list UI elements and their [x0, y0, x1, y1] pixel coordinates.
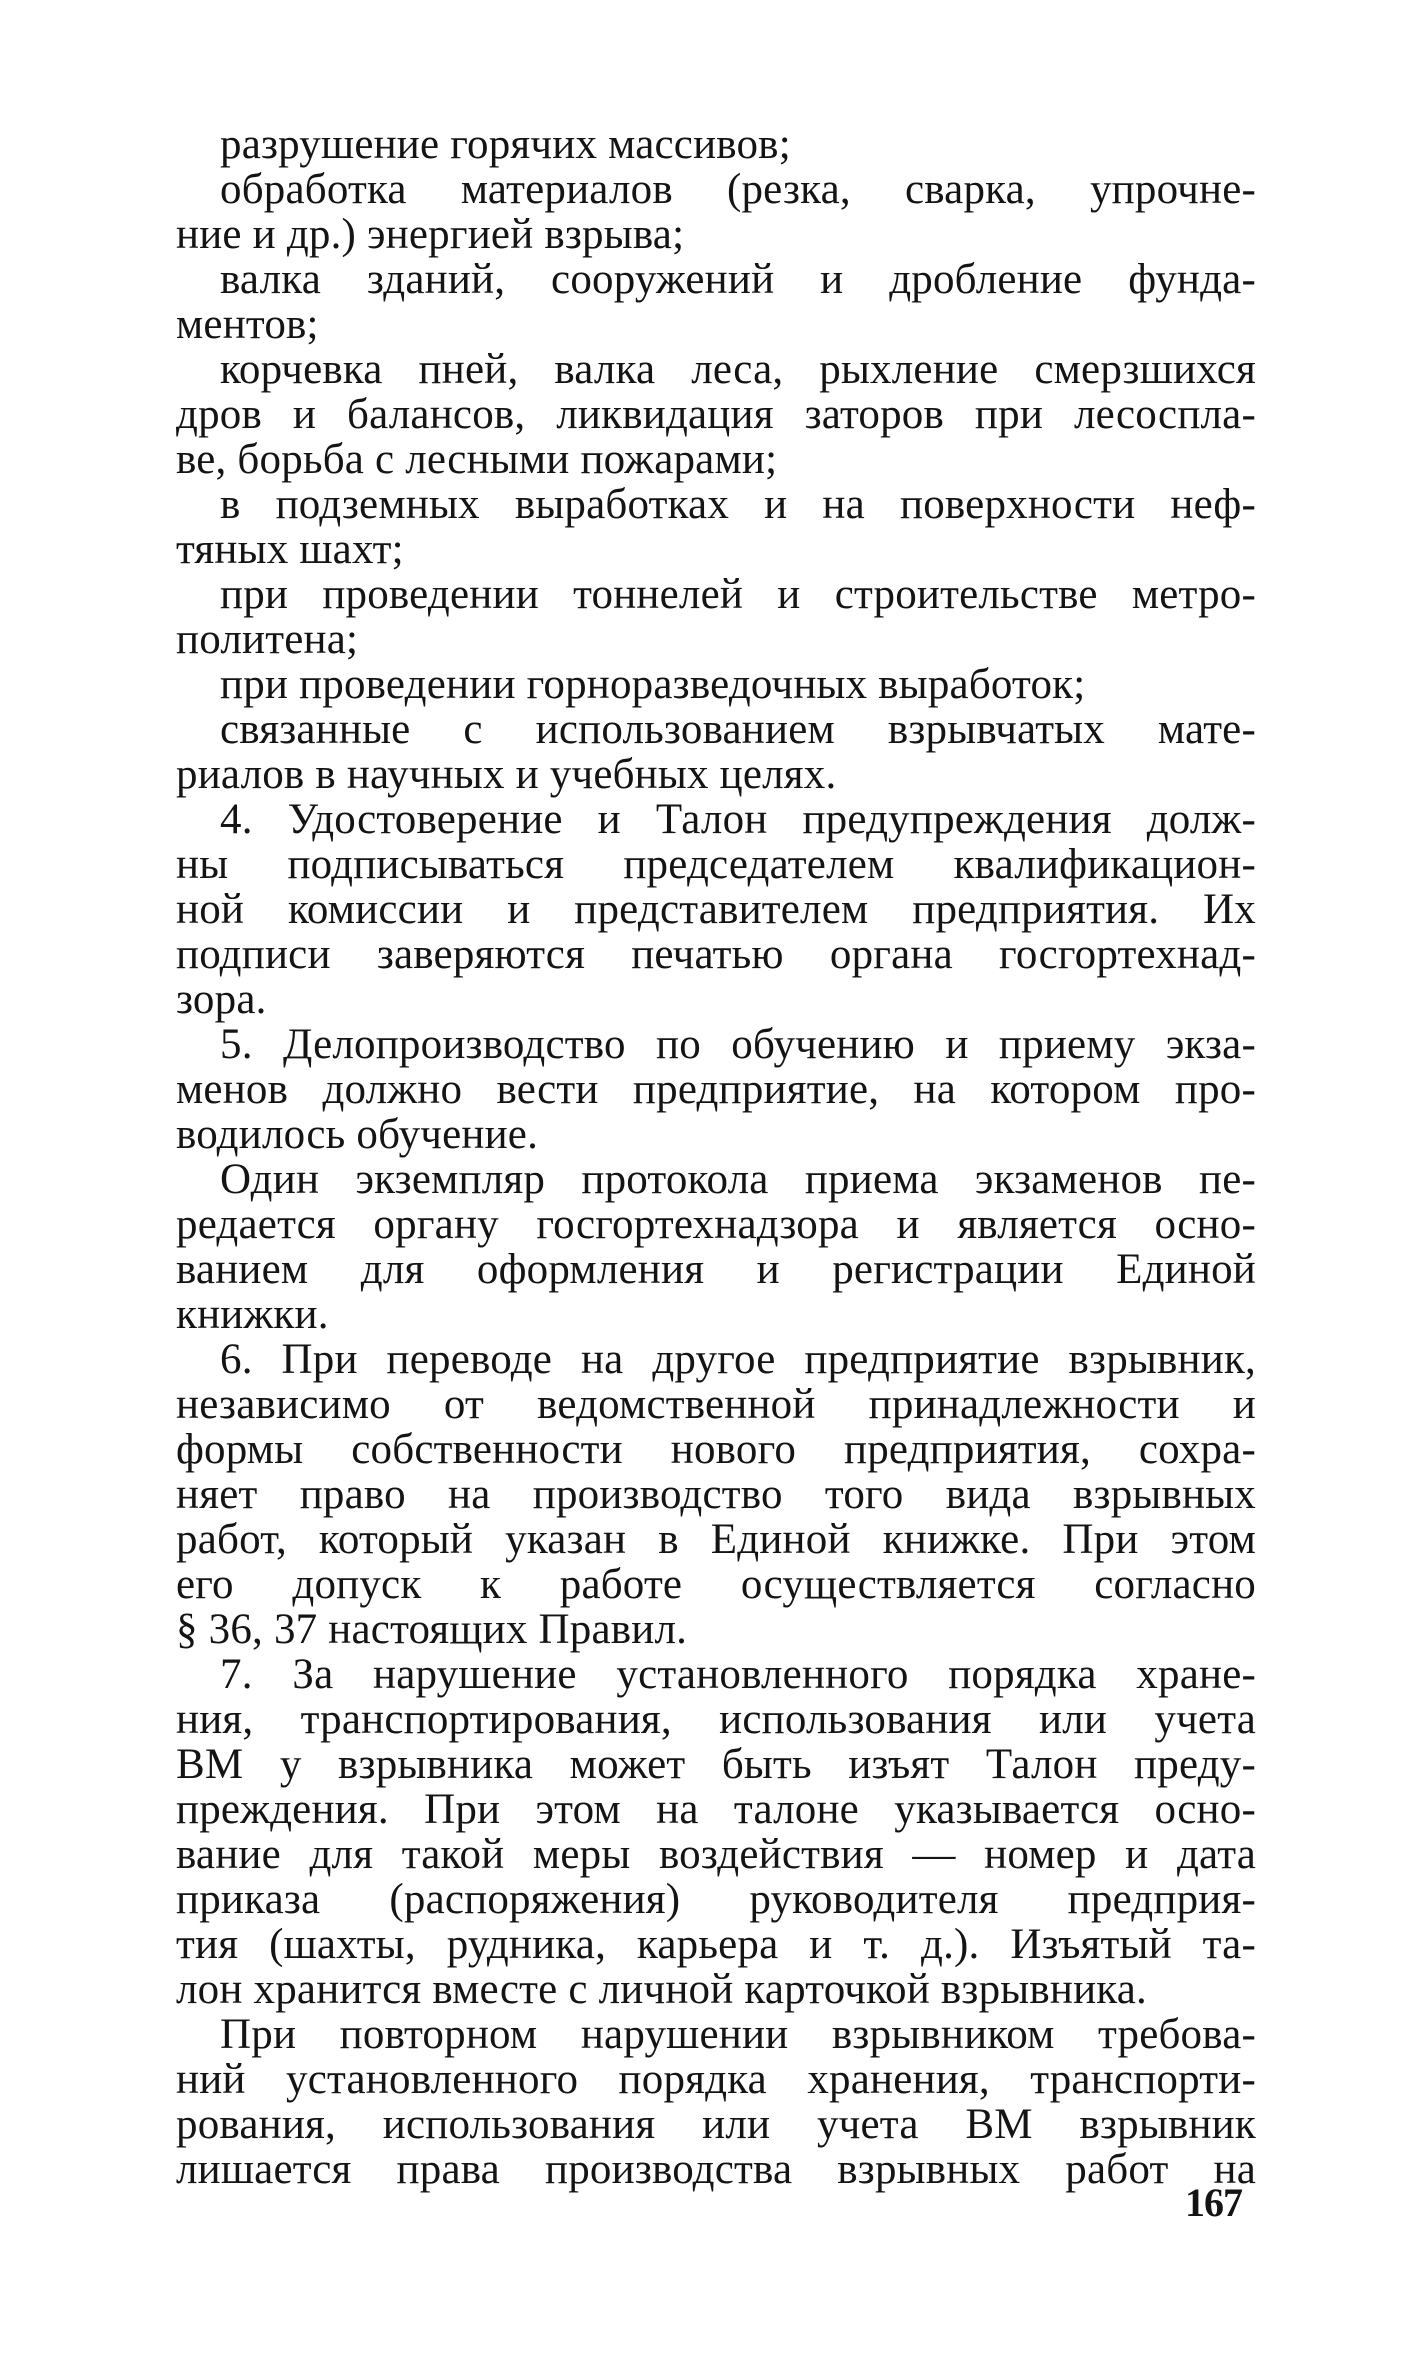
text-line: 4. Удостоверение и Талон предупреждения долж-	[220, 796, 1256, 843]
text-line: подписи заверяются печатью органа госгортехнад-	[176, 931, 1256, 978]
body-text	[176, 122, 1256, 2192]
text-line: зора.	[176, 976, 267, 1023]
text-line: рования, использования или учета ВМ взрывник	[176, 2101, 1256, 2148]
text-line: его допуск к работе осуществляется согласно	[176, 1561, 1256, 1608]
text-line: связанные с использованием взрывчатых мате-	[220, 706, 1256, 753]
text-line: преждения. При этом на талоне указывается осно-	[176, 1786, 1256, 1833]
text-line: редается органу госгортехнадзора и является осно-	[176, 1201, 1256, 1248]
text-line: тия (шахты, рудника, карьера и т. д.). Изъятый та-	[176, 1921, 1256, 1968]
text-line: ментов;	[176, 301, 319, 348]
text-line: разрушение горячих массивов;	[220, 121, 791, 168]
text-line: книжки.	[176, 1291, 329, 1338]
text-line: политена;	[176, 616, 359, 663]
text-line: приказа (распоряжения) руководителя предприя-	[176, 1876, 1256, 1923]
text-line: ве, борьба с лесными пожарами;	[176, 436, 778, 483]
text-line: лон хранится вместе с личной карточкой взрывника.	[176, 1966, 1147, 2013]
text-line: ния, транспортирования, использования или учета	[176, 1696, 1256, 1743]
text-line: в подземных выработках и на поверхности неф-	[220, 481, 1256, 528]
text-line: 6. При переводе на другое предприятие взрывник,	[220, 1336, 1256, 1383]
text-line: работ, который указан в Единой книжке. При этом	[176, 1516, 1256, 1563]
text-line: 5. Делопроизводство по обучению и приему экза-	[220, 1021, 1256, 1068]
text-line: менов должно вести предприятие, на котором про-	[176, 1066, 1256, 1113]
text-line: при проведении тоннелей и строительстве метро-	[220, 571, 1256, 618]
text-line: § 36, 37 настоящих Правил.	[176, 1606, 688, 1653]
text-line: риалов в научных и учебных целях.	[176, 751, 837, 798]
text-line: дров и балансов, ликвидация заторов при лесоспла-	[176, 391, 1256, 438]
text-line: 7. За нарушение установленного порядка хране-	[220, 1651, 1256, 1698]
text-line: обработка материалов (резка, сварка, упрочне-	[220, 166, 1256, 213]
text-line: ванием для оформления и регистрации Единой	[176, 1246, 1256, 1293]
text-line: лишается права производства взрывных работ на	[176, 2146, 1256, 2193]
text-line: формы собственности нового предприятия, сохра-	[176, 1426, 1256, 1473]
text-line: ний установленного порядка хранения, транспорти-	[176, 2056, 1256, 2103]
text-line: при проведении горноразведочных выработок;	[220, 661, 1086, 708]
text-line: валка зданий, сооружений и дробление фунда-	[220, 256, 1256, 303]
text-line: ВМ у взрывника может быть изъят Талон преду-	[176, 1741, 1256, 1788]
text-line: Один экземпляр протокола приема экзаменов пе-	[220, 1156, 1256, 1203]
page-number: 167	[1185, 2180, 1242, 2225]
text-line: ние и др.) энергией взрыва;	[176, 211, 685, 258]
text-line: ной комиссии и представителем предприятия. Их	[176, 886, 1256, 933]
text-line: водилось обучение.	[176, 1111, 539, 1158]
text-line: ны подписываться председателем квалификацион-	[176, 841, 1256, 888]
text-line: няет право на производство того вида взрывных	[176, 1471, 1256, 1518]
text-line: корчевка пней, валка леса, рыхление смерзшихся	[220, 346, 1256, 393]
text-line: При повторном нарушении взрывником требова-	[220, 2011, 1256, 2058]
text-line: независимо от ведомственной принадлежности и	[176, 1381, 1256, 1428]
text-line: вание для такой меры воздействия — номер и дата	[176, 1831, 1256, 1878]
text-line: тяных шахт;	[176, 526, 404, 573]
